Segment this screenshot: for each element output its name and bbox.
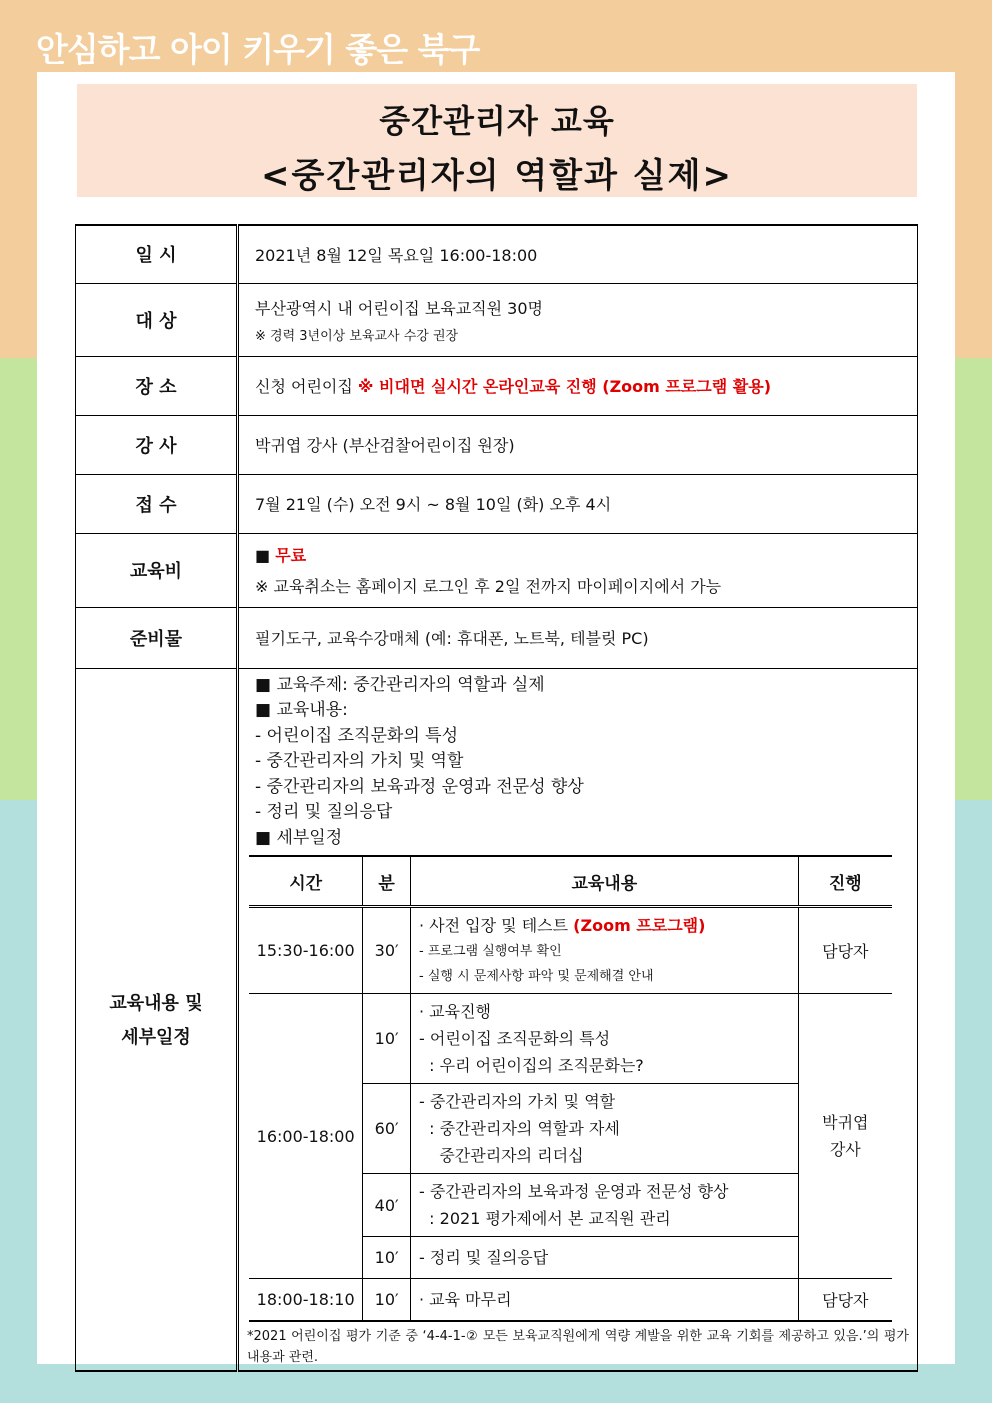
who-title: 강사 <box>829 1140 861 1159</box>
r3-line1: - 중간관리자의 가치 및 역할 <box>419 1092 616 1111</box>
document-sheet <box>37 72 955 1364</box>
header-who: 진행 <box>798 856 892 907</box>
schedule-header-row <box>249 856 892 907</box>
slogan: 안심하고 아이 키우기 좋은 북구 <box>36 30 480 69</box>
schedule-who: 담당자 <box>798 907 892 994</box>
r6-line1: · 교육 마무리 <box>419 1289 512 1309</box>
schedule-time: 15:30-16:00 <box>249 907 363 994</box>
schedule-content <box>411 1237 799 1279</box>
label-fee: 교육비 <box>76 533 238 607</box>
r1-line2: - 프로그램 실행여부 확인 <box>419 944 562 959</box>
schedule-min: 60′ <box>363 1084 411 1174</box>
target-note: ※ 경력 3년이상 보육교사 수강 권장 <box>255 328 459 344</box>
header-content: 교육내용 <box>411 856 799 907</box>
schedule-min: 30′ <box>363 907 411 994</box>
label-content <box>76 668 238 1371</box>
r2-line3: : 우리 어린이집의 조직문화는? <box>419 1056 644 1075</box>
schedule-row <box>249 907 892 994</box>
content-item: - 중간관리자의 가치 및 역할 <box>255 751 464 771</box>
schedule-time: 16:00-18:00 <box>249 994 363 1279</box>
schedule-row <box>249 994 892 1084</box>
value-reception: 7월 21일 (수) 오전 9시 ~ 8월 10일 (화) 오후 4시 <box>238 474 918 533</box>
info-table <box>75 224 918 1372</box>
row-place <box>76 356 918 415</box>
r4-line1: - 중간관리자의 보육과정 운영과 전문성 향상 <box>419 1182 729 1201</box>
row-lecturer <box>76 415 918 474</box>
label-content-line2: 세부일정 <box>121 1027 191 1048</box>
header-time: 시간 <box>249 856 363 907</box>
schedule-time: 18:00-18:10 <box>249 1279 363 1321</box>
label-reception: 접 수 <box>76 474 238 533</box>
target-text: 부산광역시 내 어린이집 보육교직원 30명 <box>255 298 543 318</box>
value-place <box>238 356 918 415</box>
value-content <box>238 668 918 1371</box>
schedule-head: ■ 세부일정 <box>255 827 343 848</box>
content-item: - 중간관리자의 보육과정 운영과 전문성 향상 <box>255 776 584 797</box>
value-lecturer: 박귀엽 강사 (부산검찰어린이집 원장) <box>238 415 918 474</box>
r2-line2: - 어린이집 조직문화의 특성 <box>419 1029 611 1048</box>
title-line-1: 중간관리자 교육 <box>379 102 615 140</box>
schedule-min: 10′ <box>363 1237 411 1279</box>
r1-line1: · 사전 입장 및 테스트 <box>419 916 569 935</box>
row-reception <box>76 474 918 533</box>
content-topic: ■ 교육주제: 중간관리자의 역할과 실제 <box>255 674 545 695</box>
schedule-content <box>411 1279 799 1321</box>
content-head: ■ 교육내용: <box>255 700 348 720</box>
r5-line1: - 정리 및 질의응답 <box>419 1248 549 1267</box>
schedule-min: 10′ <box>363 1279 411 1321</box>
r1-zoom-note: (Zoom 프로그램) <box>573 916 706 935</box>
content-item: - 정리 및 질의응답 <box>255 802 393 822</box>
r4-line2: : 2021 평가제에서 본 교직원 관리 <box>419 1209 671 1228</box>
label-prep: 준비물 <box>76 607 238 668</box>
label-date: 일 시 <box>76 225 238 283</box>
r2-line1: · 교육진행 <box>419 1002 491 1021</box>
schedule-who <box>798 994 892 1279</box>
fee-free: 무료 <box>275 546 307 565</box>
value-date: 2021년 8월 12일 목요일 16:00-18:00 <box>238 225 918 283</box>
title-line-2: <중간관리자의 역할과 실제> <box>261 156 733 196</box>
label-content-line1: 교육내용 및 <box>109 993 203 1014</box>
r3-line3: 중간관리자의 리더십 <box>419 1146 584 1165</box>
content-list <box>239 669 917 856</box>
value-prep: 필기도구, 교육수강매체 (예: 휴대폰, 노트북, 테블릿 PC) <box>238 607 918 668</box>
content-item: - 어린이집 조직문화의 특성 <box>255 725 458 746</box>
row-date <box>76 225 918 283</box>
schedule-content <box>411 1174 799 1237</box>
r1-line3: - 실행 시 문제사항 파악 및 문제해결 안내 <box>419 969 654 984</box>
schedule-who: 담당자 <box>798 1279 892 1321</box>
who-name: 박귀엽 <box>822 1113 869 1132</box>
value-target <box>238 283 918 356</box>
schedule-content <box>411 1084 799 1174</box>
footnote: *2021 어린이집 평가 기준 중 ‘4-4-1-② 모든 보육교직원에게 역량 계발을 위한 교육 기회를 제공하고 있음.’의 평가내용과 관련. <box>247 1328 909 1365</box>
label-place: 장 소 <box>76 356 238 415</box>
fee-bullet: ■ <box>255 546 271 565</box>
header-min: 분 <box>363 856 411 907</box>
schedule-row <box>249 1279 892 1321</box>
title-box <box>77 84 917 197</box>
schedule-min: 10′ <box>363 994 411 1084</box>
row-content <box>76 668 918 1371</box>
fee-note: ※ 교육취소는 홈페이지 로그인 후 2일 전까지 마이페이지에서 가능 <box>255 577 722 596</box>
label-target: 대 상 <box>76 283 238 356</box>
schedule-content <box>411 907 799 994</box>
r3-line2: : 중간관리자의 역할과 자세 <box>419 1119 620 1138</box>
place-text: 신청 어린이집 <box>255 377 353 396</box>
schedule-min: 40′ <box>363 1174 411 1237</box>
place-online-notice: ※ 비대면 실시간 온라인교육 진행 (Zoom 프로그램 활용) <box>357 377 772 396</box>
schedule-table <box>249 855 892 1322</box>
row-prep <box>76 607 918 668</box>
value-fee <box>238 533 918 607</box>
row-target <box>76 283 918 356</box>
label-lecturer: 강 사 <box>76 415 238 474</box>
row-fee <box>76 533 918 607</box>
schedule-content <box>411 994 799 1084</box>
